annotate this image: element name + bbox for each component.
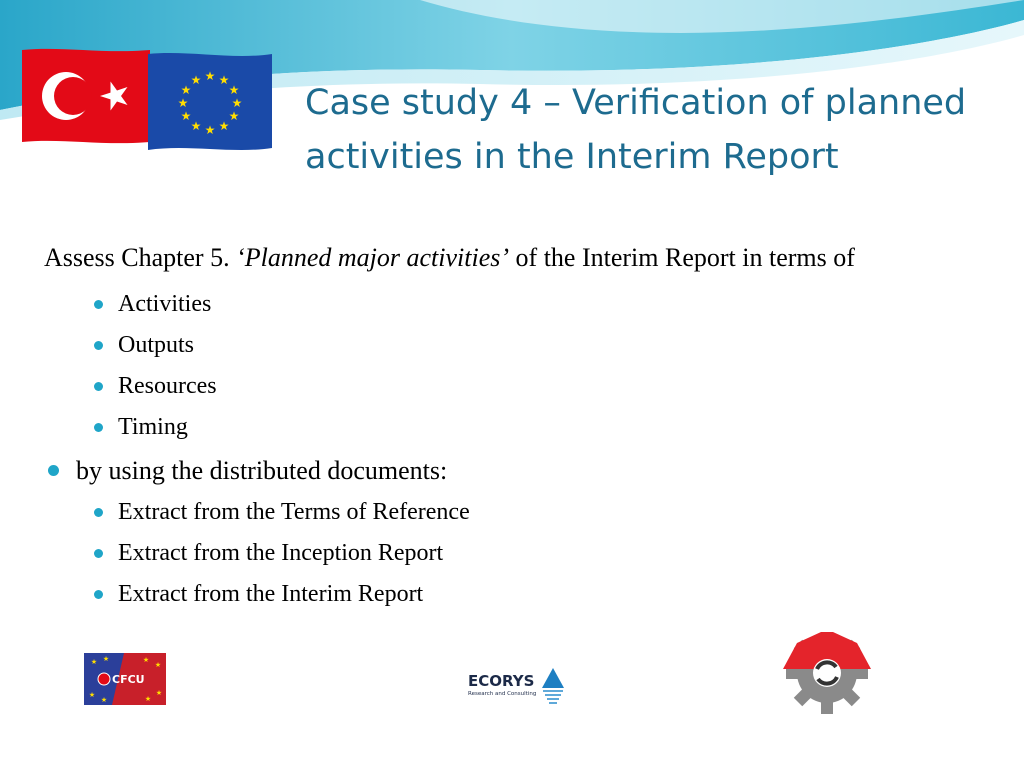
list-item: Activities bbox=[94, 284, 984, 325]
intro-suffix: of the Interim Report in terms of bbox=[509, 243, 855, 272]
svg-text:★: ★ bbox=[190, 119, 202, 133]
svg-text:★: ★ bbox=[204, 123, 216, 137]
list-item: Extract from the Terms of Reference bbox=[94, 492, 984, 533]
documents-list bbox=[44, 492, 984, 615]
list-item: Extract from the Inception Report bbox=[94, 533, 984, 574]
svg-text:★: ★ bbox=[231, 96, 243, 110]
svg-text:★: ★ bbox=[180, 109, 192, 123]
svg-text:★: ★ bbox=[228, 83, 240, 97]
eu-flag-icon bbox=[148, 50, 272, 154]
svg-text:★: ★ bbox=[218, 73, 230, 87]
bullet-icon bbox=[94, 300, 103, 309]
cfcu-logo-text: CFCU bbox=[112, 673, 145, 686]
svg-text:★: ★ bbox=[177, 96, 189, 110]
turkey-flag-icon bbox=[22, 46, 150, 146]
bullet-icon bbox=[94, 423, 103, 432]
svg-text:★: ★ bbox=[100, 696, 108, 704]
cfcu-logo bbox=[84, 653, 166, 705]
list-item: Resources bbox=[94, 366, 984, 407]
bullet-icon bbox=[48, 465, 59, 476]
bullet-icon bbox=[94, 549, 103, 558]
ecorys-logo bbox=[466, 662, 570, 708]
list-item: Timing bbox=[94, 407, 984, 448]
ecorys-tagline: Research and Consulting bbox=[468, 691, 537, 697]
intro-prefix: Assess Chapter 5. bbox=[44, 243, 237, 272]
slide-title: Case study 4 – Verification of planned activities in the Interim Report bbox=[305, 83, 967, 177]
svg-text:★: ★ bbox=[180, 83, 192, 97]
list-item: Extract from the Interim Report bbox=[94, 574, 984, 615]
bullet-icon bbox=[94, 341, 103, 350]
svg-text:★: ★ bbox=[102, 655, 110, 663]
svg-text:★: ★ bbox=[144, 695, 152, 703]
intro-emphasis: ‘Planned major activities’ bbox=[236, 243, 510, 272]
gear-logo-icon bbox=[777, 628, 877, 714]
svg-text:★: ★ bbox=[154, 661, 162, 669]
slide-body bbox=[44, 240, 984, 615]
svg-text:★: ★ bbox=[204, 69, 216, 83]
criteria-list bbox=[44, 284, 984, 448]
bullet-icon bbox=[94, 590, 103, 599]
svg-text:★: ★ bbox=[155, 689, 163, 697]
intro-paragraph bbox=[44, 240, 984, 276]
bullet-icon bbox=[94, 508, 103, 517]
documents-heading: by using the distributed documents: bbox=[44, 450, 984, 492]
svg-text:★: ★ bbox=[90, 658, 98, 666]
svg-text:★: ★ bbox=[228, 109, 240, 123]
ecorys-logo-text: ECORYS bbox=[468, 672, 535, 690]
svg-text:★: ★ bbox=[190, 73, 202, 87]
svg-text:★: ★ bbox=[218, 119, 230, 133]
list-item: Outputs bbox=[94, 325, 984, 366]
bullet-icon bbox=[94, 382, 103, 391]
svg-text:★: ★ bbox=[142, 656, 150, 664]
svg-text:★: ★ bbox=[88, 691, 96, 699]
